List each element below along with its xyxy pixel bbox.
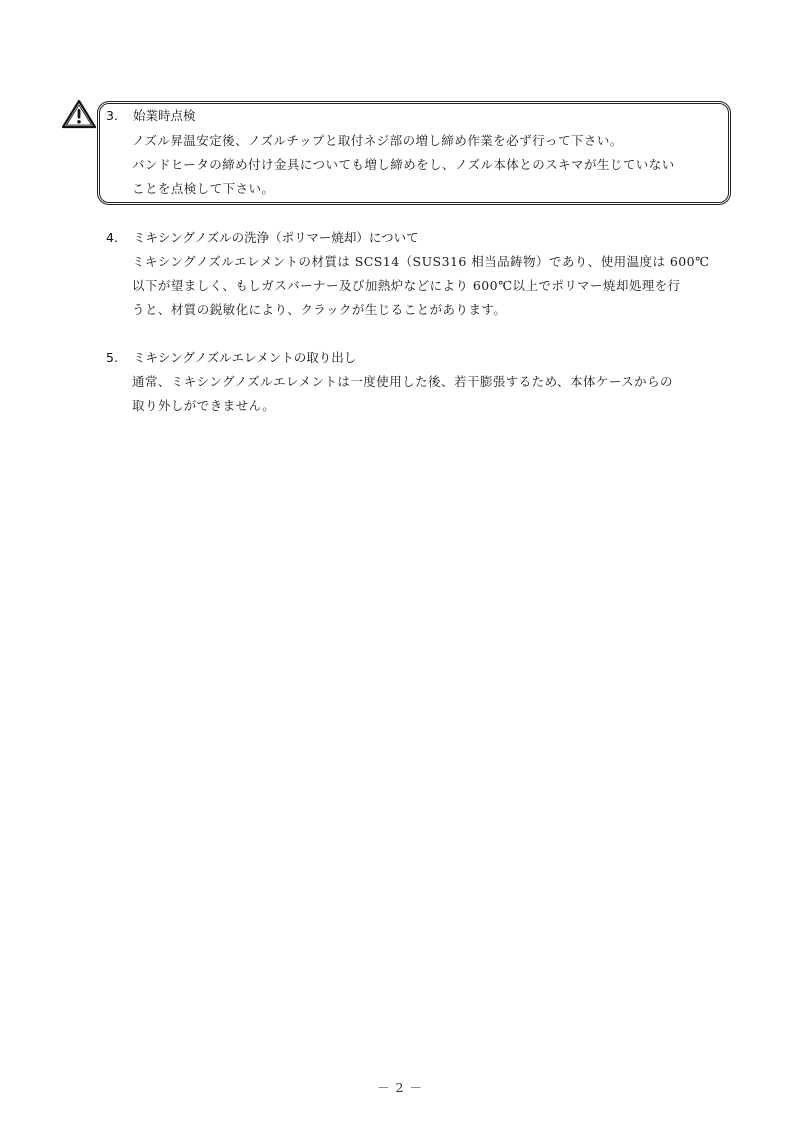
section-5-line: 取り外しができません。 <box>132 398 276 413</box>
section-4-line: ミキシングノズルエレメントの材質は SCS14（SUS316 相当品鋳物）であり、使用温度は 600℃ <box>132 254 710 269</box>
section-3-number: 3. <box>106 108 118 123</box>
page-number: － 2 － <box>377 1080 423 1095</box>
section-4-title: ミキシングノズルの洗浄（ポリマー焼却）について <box>133 230 419 245</box>
section-5-number: 5. <box>106 350 118 365</box>
section-4-number: 4. <box>106 230 118 245</box>
section-5-line: 通常、ミキシングノズルエレメントは一度使用した後、若干膨張するため、本体ケースからの <box>132 374 673 389</box>
section-4-line: 以下が望ましく、もしガスバーナー及び加熱炉などにより 600℃以上でポリマー焼却処理を行 <box>132 278 681 293</box>
section-5-title: ミキシングノズルエレメントの取り出し <box>133 350 357 365</box>
section-3-line: ことを点検して下さい。 <box>132 181 275 196</box>
warning-icon <box>61 99 97 129</box>
section-4-line: うと、材質の鋭敏化により、クラックが生じることがあります。 <box>132 302 507 317</box>
section-3-line: ノズル昇温安定後、ノズルチップと取付ネジ部の増し締め作業を必ず行って下さい。 <box>132 133 623 148</box>
section-3-line: バンドヒータの締め付け金具についても増し締めをし、ノズル本体とのスキマが生じていない <box>132 157 675 172</box>
section-3-title: 始業時点検 <box>133 108 196 123</box>
